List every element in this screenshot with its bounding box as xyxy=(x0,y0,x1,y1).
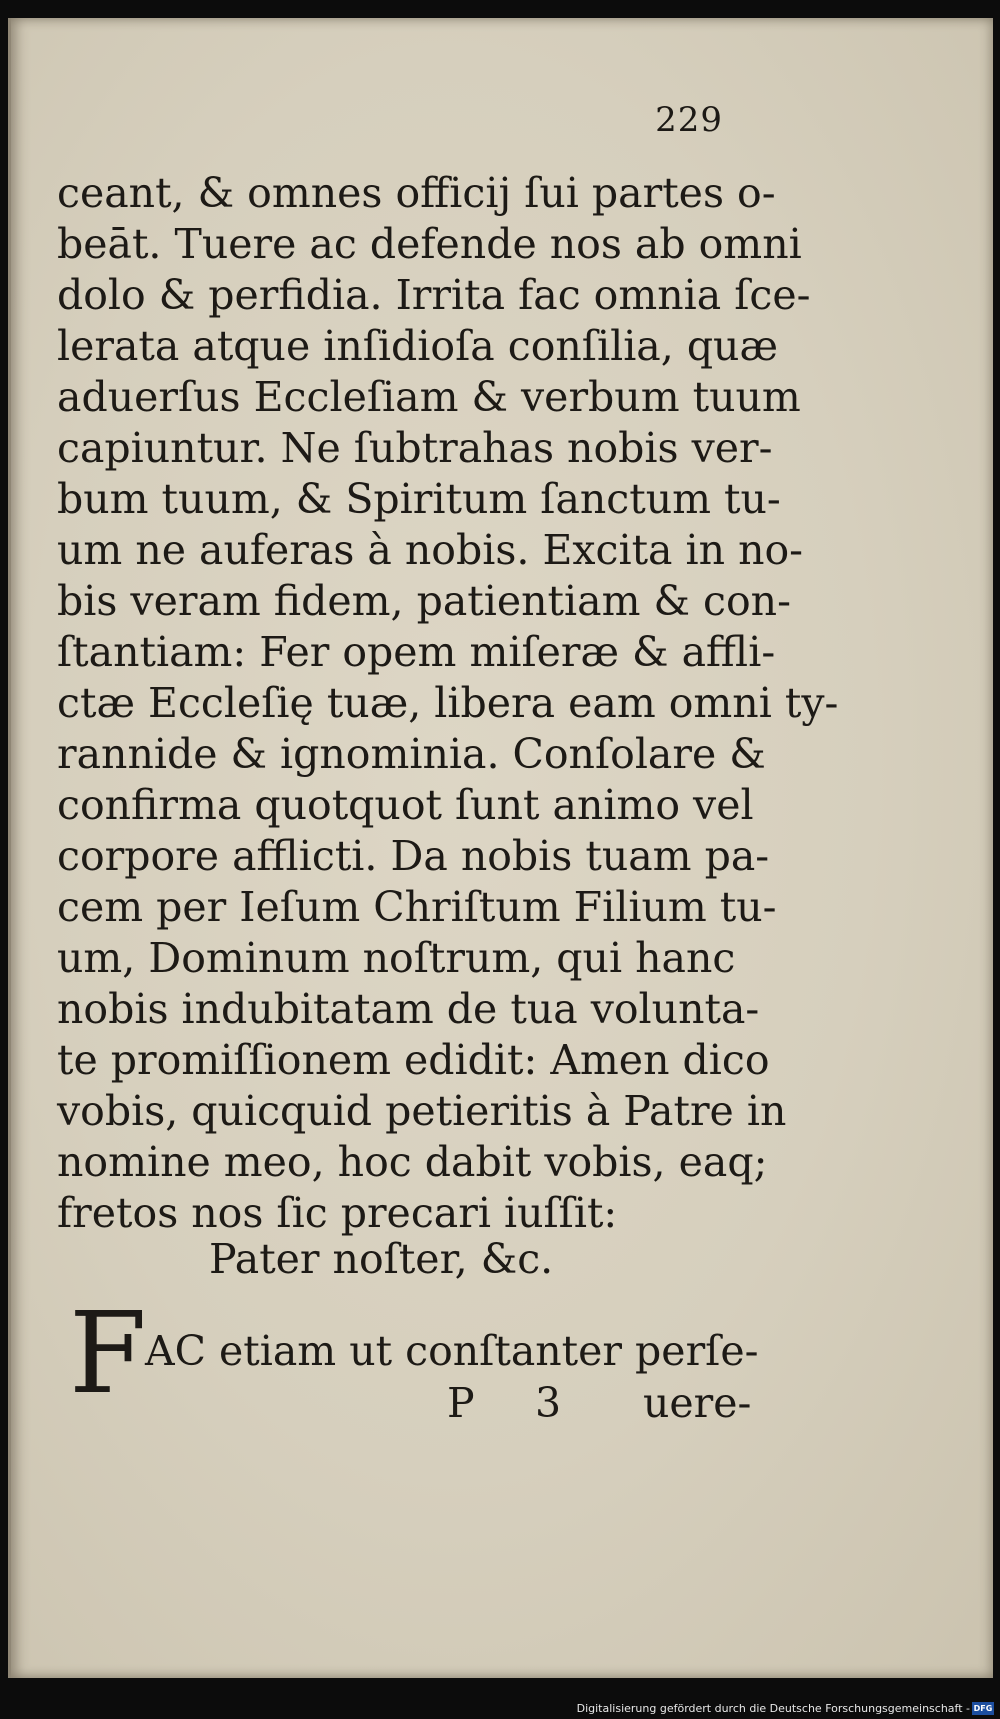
text-line: bum tuum, & Spiritum ſanctum tu- xyxy=(57,475,781,523)
text-line: um, Dominum noſtrum, qui hanc xyxy=(57,934,736,982)
text-line: capiuntur. Ne ſubtrahas nobis ver- xyxy=(57,424,773,472)
prayer-line: Pater noſter, &c. xyxy=(209,1235,554,1283)
text-line: nobis indubitatam de tua volunta- xyxy=(57,985,760,1033)
dfg-logo: DFG xyxy=(973,1704,993,1713)
text-line: rannide & ignominia. Conſolare & xyxy=(57,730,766,778)
text-line: lerata atque inſidioſa conſilia, quæ xyxy=(57,322,779,370)
drop-cap-initial: F xyxy=(69,1289,147,1419)
text-line: confirma quotquot ſunt animo vel xyxy=(57,781,754,829)
text-line-last: AC etiam ut conſtanter perſe- xyxy=(145,1327,759,1375)
funding-credit: Digitalisierung gefördert durch die Deutsche Forschungsgemeinschaft - xyxy=(576,1702,970,1715)
text-line: vobis, quicquid petieritis à Patre in xyxy=(57,1087,787,1135)
text-line: te promiſſionem edidit: Amen dico xyxy=(57,1036,770,1084)
text-line: um ne auferas à nobis. Excita in no- xyxy=(57,526,804,574)
text-line: cem per Ieſum Chriſtum Filium tu- xyxy=(57,883,777,931)
text-line: ctæ Eccleſię tuæ, libera eam omni ty- xyxy=(57,679,839,727)
signature-number: 3 xyxy=(535,1379,562,1427)
page-number: 229 xyxy=(655,100,723,140)
text-line: aduerſus Eccleſiam & verbum tuum xyxy=(57,373,801,421)
signature-mark: P xyxy=(447,1379,475,1427)
text-line: dolo & perfidia. Irrita fac omnia ſce- xyxy=(57,271,811,319)
catchword: uere- xyxy=(643,1379,752,1427)
text-line: fretos nos ſic precari iuſſit: xyxy=(57,1189,618,1237)
text-line: bis veram fidem, patientiam & con- xyxy=(57,577,791,625)
text-line: ceant, & omnes officij ſui partes o- xyxy=(57,169,776,217)
text-line: beāt. Tuere ac defende nos ab omni xyxy=(57,220,802,268)
body-text xyxy=(57,168,839,1239)
text-line: ſtantiam: Fer opem miſeræ & affli- xyxy=(57,628,776,676)
text-line: corpore afflicti. Da nobis tuam pa- xyxy=(57,832,770,880)
footer-bar xyxy=(0,1678,1000,1719)
book-page xyxy=(8,18,993,1678)
text-line: nomine meo, hoc dabit vobis, eaq; xyxy=(57,1138,768,1186)
